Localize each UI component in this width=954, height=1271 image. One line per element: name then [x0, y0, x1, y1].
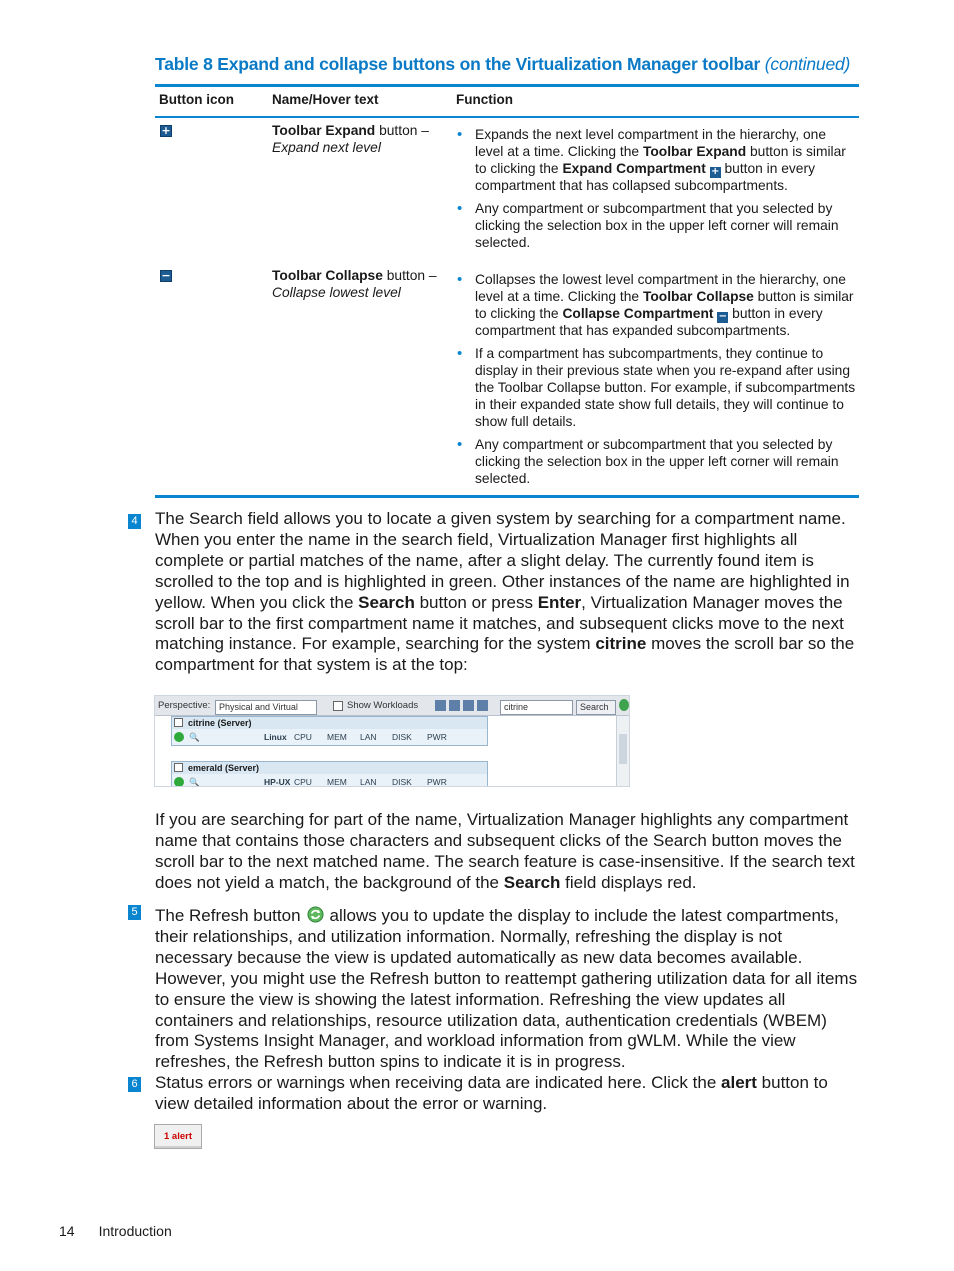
text: button in every compartment that has collapsed subcompartments.: [475, 160, 815, 193]
alert-button[interactable]: 1 alert: [154, 1124, 202, 1149]
select-checkbox[interactable]: [174, 718, 183, 727]
collapse-icon[interactable]: [463, 700, 474, 711]
name-rest: button –: [375, 123, 429, 138]
search-partial-description: [155, 810, 860, 894]
table-caption: [155, 54, 860, 75]
toolbar: [155, 696, 629, 716]
step-marker-5: 5: [128, 905, 141, 920]
text: Status errors or warnings when receiving data are indicated here. Click the: [155, 1073, 722, 1092]
name-rest: button –: [382, 268, 437, 283]
compartment-meters: [172, 730, 487, 745]
compartment-emerald[interactable]: [171, 761, 488, 787]
refresh-description: [155, 906, 860, 1073]
list-item: • Any compartment or subcompartment that you selected by clicking the selection box in the upper left corner will remain selected.: [456, 437, 856, 487]
os-label: HP-UX: [264, 777, 291, 787]
perspective-value: Physical and Virtual: [219, 702, 298, 712]
name-bold: Toolbar Collapse: [272, 268, 383, 283]
text: If you are searching for part of the name, Virtualization Manager highlights any compartment name that contains those characters and subsequent clicks of the Search button moves the scroll bar to the next matched name. The search feature is case-insensitive. If the search text does not yield a match, the background of the: [155, 810, 855, 892]
search-icon: 🔍: [189, 732, 200, 742]
perspective-label: Perspective:: [158, 700, 211, 711]
meter-lan: LAN: [360, 732, 377, 742]
header-button-icon: Button icon: [159, 92, 234, 107]
list-item: [456, 127, 856, 194]
show-workloads-label: Show Workloads: [347, 700, 419, 711]
text: button to view detailed information about the error or warning.: [155, 1073, 828, 1113]
table-top-rule: [155, 84, 859, 87]
step-marker-6: 6: [128, 1077, 141, 1092]
bold-text: citrine: [595, 634, 647, 654]
collapse-icon: −: [161, 269, 171, 282]
compartment-meters: [172, 775, 487, 787]
text: Collapses the lowest level compartment in the hierarchy, one level at a time. Clicking the: [475, 272, 846, 304]
compartment-title: citrine (Server): [172, 717, 487, 729]
perspective-select[interactable]: [215, 700, 317, 715]
expand-all-icon[interactable]: [435, 700, 446, 711]
table-header-rule: [155, 116, 859, 118]
vertical-scrollbar[interactable]: [616, 716, 629, 786]
section-name: Introduction: [98, 1223, 172, 1239]
meter-cpu: CPU: [294, 732, 312, 742]
text: button is similar to clicking the: [475, 288, 854, 321]
bold-text: Collapse Compartment: [562, 305, 714, 321]
scroll-thumb[interactable]: [619, 734, 627, 764]
status-ok-icon: [174, 777, 184, 787]
bold-text: Toolbar Expand: [642, 143, 747, 159]
meter-pwr: PWR: [427, 732, 447, 742]
bold-text: Expand Compartment: [562, 160, 706, 176]
compartment-citrine[interactable]: [171, 716, 488, 746]
show-workloads-checkbox[interactable]: [333, 701, 343, 711]
function-list-collapse: [456, 272, 856, 495]
search-icon: 🔍: [189, 777, 200, 787]
list-item: [456, 272, 856, 339]
name-bold: Toolbar Expand: [272, 123, 376, 138]
step-marker-4: 4: [128, 514, 141, 529]
text: The Search field allows you to locate a given system by searching for a compartment name. When you enter the name in the search field, Virtualization Manager first highlights all complete or partial matches of the name, after a slight delay. The currently found item is scrolled to the top and is highlighted in green. Other instances of the name are highlighted in yellow. When you click the: [155, 509, 850, 612]
bold-text: Search: [358, 592, 415, 612]
text: Expands the next level compartment in the hierarchy, one level at a time. Clicking the: [475, 127, 826, 159]
search-button[interactable]: [576, 700, 616, 715]
search-description: [155, 509, 860, 676]
search-input[interactable]: [500, 700, 573, 715]
status-ok-icon: [174, 732, 184, 742]
select-checkbox[interactable]: [174, 763, 183, 772]
page-footer: [59, 1223, 196, 1239]
refresh-icon: [307, 906, 324, 923]
header-name-hover: Name/Hover text: [272, 92, 379, 107]
header-function: Function: [456, 92, 513, 107]
text: button is similar to clicking the: [475, 143, 846, 176]
expand-icon[interactable]: [449, 700, 460, 711]
meter-pwr: PWR: [427, 777, 447, 787]
text: , Virtualization Manager moves the scroll bar to the first compartment name it matches, and subsequent clicks move to the next matching instance. For example, searching for the system: [155, 592, 844, 654]
hover-text: Collapse lowest level: [272, 285, 401, 300]
name-cell-collapse: [272, 267, 442, 301]
expand-icon: +: [161, 124, 171, 137]
meter-cpu: CPU: [294, 777, 312, 787]
expand-compartment-icon: +: [710, 165, 720, 177]
page-number: 14: [59, 1223, 75, 1239]
text: button in every compartment that has expanded subcompartments.: [475, 305, 823, 338]
text: field displays red.: [560, 872, 697, 892]
status-description: [155, 1073, 860, 1115]
list-item: • Any compartment or subcompartment that you selected by clicking the selection box in the upper left corner will remain selected.: [456, 201, 856, 251]
list-item: • If a compartment has subcompartments, they continue to display in their previous state when you re-expand after using the Toolbar Collapse button. For example, if subcompartments in their expanded state show full details, they will continue to show full details.: [456, 346, 856, 430]
name-cell-expand: [272, 122, 442, 156]
collapse-all-icon[interactable]: [477, 700, 488, 711]
collapse-compartment-icon: −: [718, 310, 727, 322]
os-label: Linux: [264, 732, 287, 742]
table-bottom-rule: [155, 495, 859, 498]
hover-text: Expand next level: [272, 140, 381, 155]
search-value: citrine: [504, 702, 529, 712]
function-list-expand: [456, 127, 856, 259]
meter-disk: DISK: [392, 732, 412, 742]
search-example-screenshot: [154, 695, 630, 787]
meter-disk: DISK: [392, 777, 412, 787]
bold-text: alert: [721, 1073, 757, 1092]
refresh-icon[interactable]: [619, 699, 629, 711]
text: allows you to update the display to include the latest compartments, their relationships, and utilization information. Normally, refreshing the display is not necessary because the view is updated automatically as new data becomes available. However, you might use the Refresh button to reattempt gathering utilization data for all items to ensure the view is showing the latest information. Refreshing the view updates all containers and relationships, resource utilization data, authentication credentials (WBEM) from Systems Insight Manager, and workload information from gWLM. While the view refreshes, the Refresh button spins to indicate it is in progress.: [155, 906, 858, 1072]
bold-text: Toolbar Collapse: [642, 288, 754, 304]
caption-title: Table 8 Expand and collapse buttons on the Virtualization Manager toolbar: [155, 54, 761, 74]
text: moves the scroll bar so the compartment for that system is at the top:: [155, 634, 855, 675]
bold-text: Enter: [537, 592, 582, 612]
bold-text: Search: [503, 872, 561, 892]
meter-lan: LAN: [360, 777, 377, 787]
text: The Refresh button: [155, 906, 301, 925]
meter-mem: MEM: [327, 777, 347, 787]
search-button-label: Search: [580, 702, 609, 712]
meter-mem: MEM: [327, 732, 347, 742]
text: button or press: [414, 592, 538, 612]
caption-continued: (continued): [764, 54, 851, 74]
compartment-title: emerald (Server): [172, 762, 487, 774]
